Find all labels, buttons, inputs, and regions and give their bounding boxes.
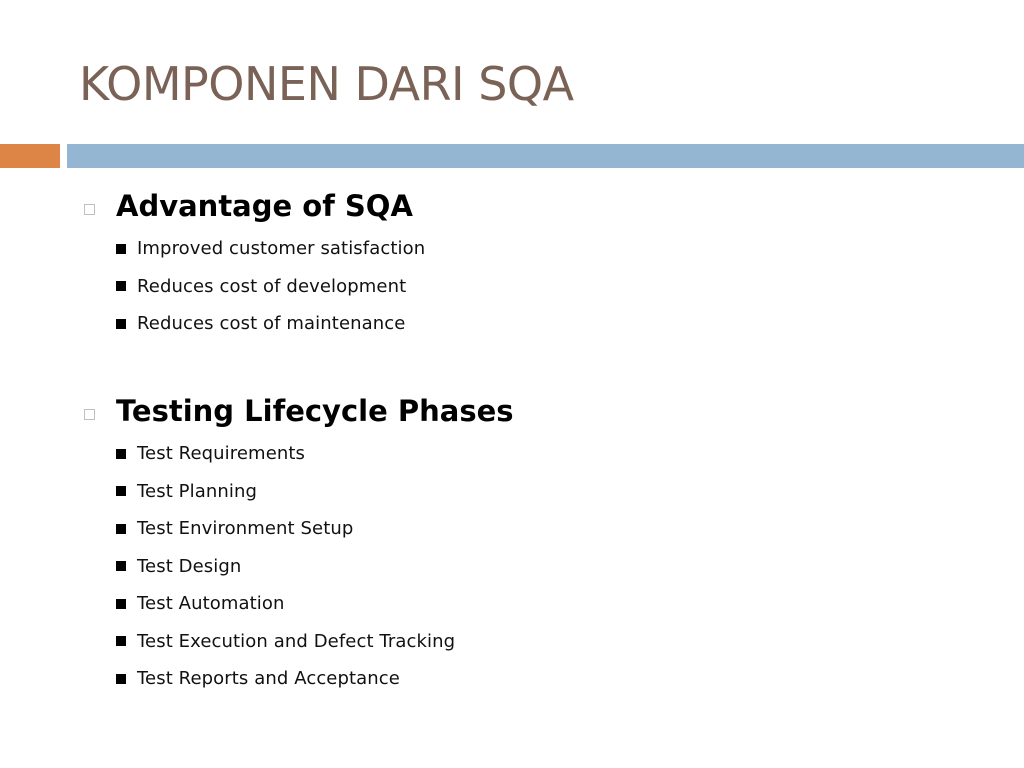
square-bullet-icon [116, 281, 126, 291]
list-item-text: Improved customer satisfaction [137, 238, 426, 260]
list-item-text: Test Requirements [137, 443, 306, 465]
section-heading: Testing Lifecycle Phases [116, 394, 514, 428]
square-bullet-icon [116, 524, 126, 534]
slide-title: KOMPONEN DARI SQA [79, 57, 574, 111]
list-item-text: Reduces cost of maintenance [137, 313, 406, 335]
list-item [0, 510, 1024, 548]
bullet-list [0, 230, 1024, 343]
square-bullet-icon [116, 486, 126, 496]
list-item [0, 230, 1024, 268]
checkbox-icon [84, 409, 95, 420]
bullet-list [0, 435, 1024, 698]
square-bullet-icon [116, 319, 126, 329]
list-item [0, 435, 1024, 473]
list-item [0, 548, 1024, 586]
list-item-text: Reduces cost of development [137, 275, 407, 297]
checkbox-icon [84, 204, 95, 215]
list-item [0, 473, 1024, 511]
list-item-text: Test Planning [137, 480, 258, 502]
accent-bar-orange [0, 144, 60, 168]
square-bullet-icon [116, 636, 126, 646]
square-bullet-icon [116, 244, 126, 254]
list-item-text: Test Automation [137, 593, 285, 615]
section-advantage [0, 184, 1024, 343]
list-item-text: Test Environment Setup [137, 518, 354, 540]
square-bullet-icon [116, 449, 126, 459]
list-item-text: Test Reports and Acceptance [137, 668, 400, 690]
list-item-text: Test Execution and Defect Tracking [137, 630, 456, 652]
section-testing-lifecycle [0, 389, 1024, 698]
list-item-text: Test Design [137, 555, 242, 577]
square-bullet-icon [116, 674, 126, 684]
list-item [0, 660, 1024, 698]
square-bullet-icon [116, 561, 126, 571]
list-item [0, 305, 1024, 343]
list-item [0, 268, 1024, 306]
section-heading-row [0, 389, 1024, 435]
section-heading-row [0, 184, 1024, 230]
list-item [0, 623, 1024, 661]
square-bullet-icon [116, 599, 126, 609]
section-heading: Advantage of SQA [116, 189, 413, 223]
accent-bar-blue [67, 144, 1024, 168]
list-item [0, 585, 1024, 623]
